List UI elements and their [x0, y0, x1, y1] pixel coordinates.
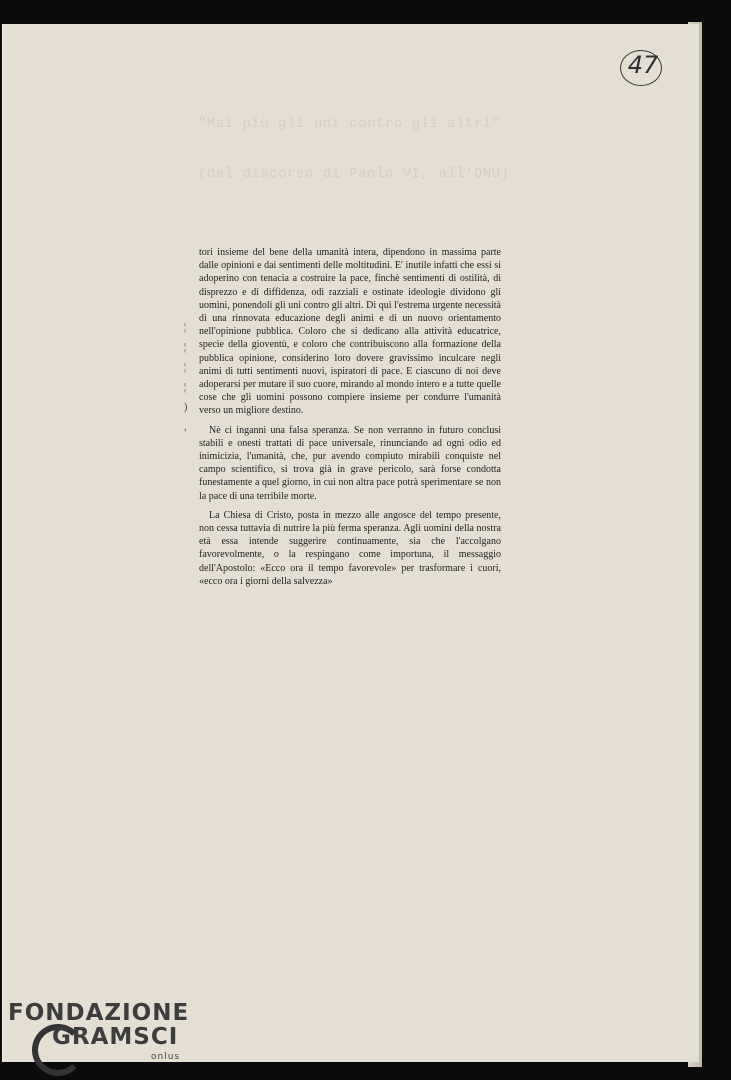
margin-marks: ¦ ¦ ¦ ¦ ) ,: [184, 322, 188, 433]
watermark-suffix: onlus: [151, 1052, 181, 1062]
body-text: [199, 246, 501, 594]
paragraph-2: Nè ci inganni una falsa speranza. Se non verranno in futuro conclusi stabili e onesti trattati di pace universale, rinunciando ad ogni odio ed inimicizia, l'umanità, che, pur avendo compiuto mirabili conquiste nel campo scientifico, si trova già in grave pericolo, sarà forse condotta funestamente a quel giorno, in cui non altra pace potrà sperimentare se non la pace di una terribile morte.: [199, 424, 501, 502]
watermark-logo: [8, 1000, 190, 1062]
faded-header-subtitle: (dal discorso di Paolo VI, all'ONU): [198, 166, 510, 182]
paragraph-1: tori insieme del bene della umanità intera, dipendono in massima parte dalle opinioni e dai sentimenti delle moltitudini. E' inutile infatti che essi si adoperino con tenacia a costruire la pace, finchè sentimenti di ostilità, di disprezzo e di diffidenza, odi razziali e ostinate ideologie dividono gli uomini, ponendoli gli uni contro gli altri. Di qui l'estrema urgente necessità di una rinnovata educazione degli animi e di un nuovo orientamento nell'opinione pubblica. Coloro che si dedicano alla attività educatrice, specie della gioventù, e coloro che contribuiscono alla formazione della pubblica opinione, considerino loro dovere gravissimo inculcare negli animi di tutti sentimenti nuovi, ispiratori di pace. E ciascuno di noi deve adoperarsi per mutare il suo cuore, mirando al mondo intero e a tutte quelle cose che gli uomini possono compiere insieme per condurre l'umanità verso un migliore destino.: [199, 247, 501, 417]
watermark-line2: GRAMSCI: [52, 1024, 179, 1050]
page-number: 47: [627, 51, 659, 79]
paragraph-3: La Chiesa di Cristo, posta in mezzo alle angosce del tempo presente, non cessa tuttavia di nutrire la più ferma speranza. Agli uomini della nostra età essa intende suggerire continuamente, sia che l'accolgano favorevolmente, o la respingano come importuna, il messaggio dell'Apostolo: «Ecco ora il tempo favorevole» per trasformare i cuori, «ecco ora i giorni della salvezza»: [199, 509, 501, 587]
faded-header-title: "Mai più gli uni contro gli altri": [198, 116, 501, 132]
watermark-line1: FONDAZIONE: [8, 1000, 190, 1026]
